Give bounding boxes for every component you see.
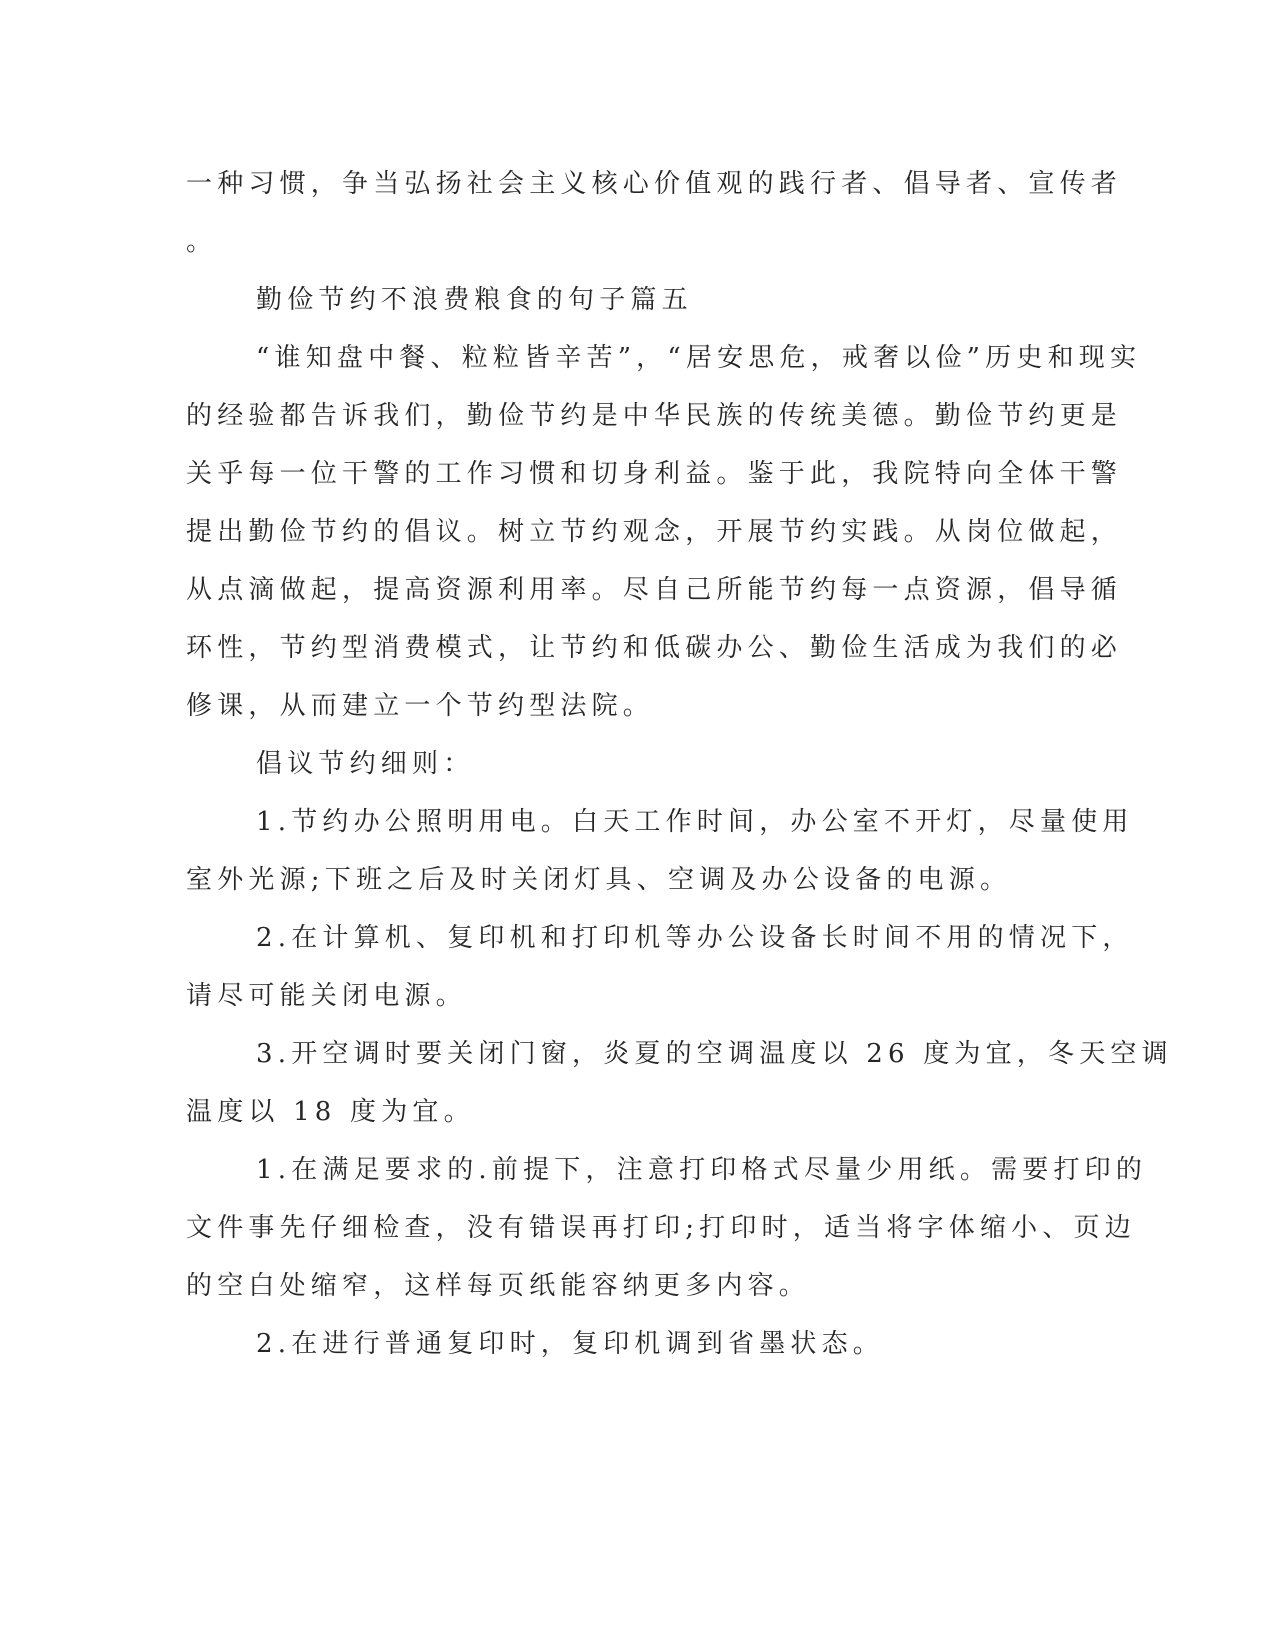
section-heading: 勤俭节约不浪费粮食的句子篇五 [256, 285, 693, 315]
list-item-line: 温度以 18 度为宜。 [186, 1097, 475, 1127]
list-item-line: 2.在进行普通复印时，复印机调到省墨状态。 [256, 1329, 885, 1359]
subheading: 倡议节约细则： [256, 749, 475, 779]
paragraph-line: “谁知盘中餐、粒粒皆辛苦”，“居安思危，戒奢以俭”历史和现实 [256, 343, 1142, 373]
list-item-line: 的空白处缩窄，这样每页纸能容纳更多内容。 [186, 1271, 811, 1301]
list-item-line: 1.节约办公照明用电。白天工作时间，办公室不开灯，尽量使用 [256, 807, 1134, 837]
paragraph-line: 修课，从而建立一个节约型法院。 [186, 691, 655, 721]
paragraph-line: 从点滴做起，提高资源利用率。尽自己所能节约每一点资源，倡导循 [186, 575, 1123, 605]
paragraph-line: 一种习惯，争当弘扬社会主义核心价值观的践行者、倡导者、宣传者 [186, 169, 1123, 199]
list-item-line: 室外光源;下班之后及时关闭灯具、空调及办公设备的电源。 [186, 865, 1012, 895]
list-item-line: 1.在满足要求的.前提下，注意打印格式尽量少用纸。需要打印的 [256, 1155, 1148, 1185]
paragraph-line: 环性，节约型消费模式，让节约和低碳办公、勤俭生活成为我们的必 [186, 633, 1123, 663]
paragraph-line: 的经验都告诉我们，勤俭节约是中华民族的传统美德。勤俭节约更是 [186, 401, 1123, 431]
paragraph-line: 提出勤俭节约的倡议。树立节约观念，开展节约实践。从岗位做起， [186, 517, 1123, 547]
list-item-line: 2.在计算机、复印机和打印机等办公设备长时间不用的情况下， [256, 923, 1134, 953]
paragraph-line: 关乎每一位干警的工作习惯和切身利益。鉴于此，我院特向全体干警 [186, 459, 1123, 489]
list-item-line: 3.开空调时要关闭门窗，炎夏的空调温度以 26 度为宜，冬天空调 [256, 1039, 1173, 1069]
list-item-line: 文件事先仔细检查，没有错误再打印;打印时，适当将字体缩小、页边 [186, 1213, 1136, 1243]
paragraph-line: 。 [186, 227, 218, 257]
list-item-line: 请尽可能关闭电源。 [186, 981, 467, 1011]
